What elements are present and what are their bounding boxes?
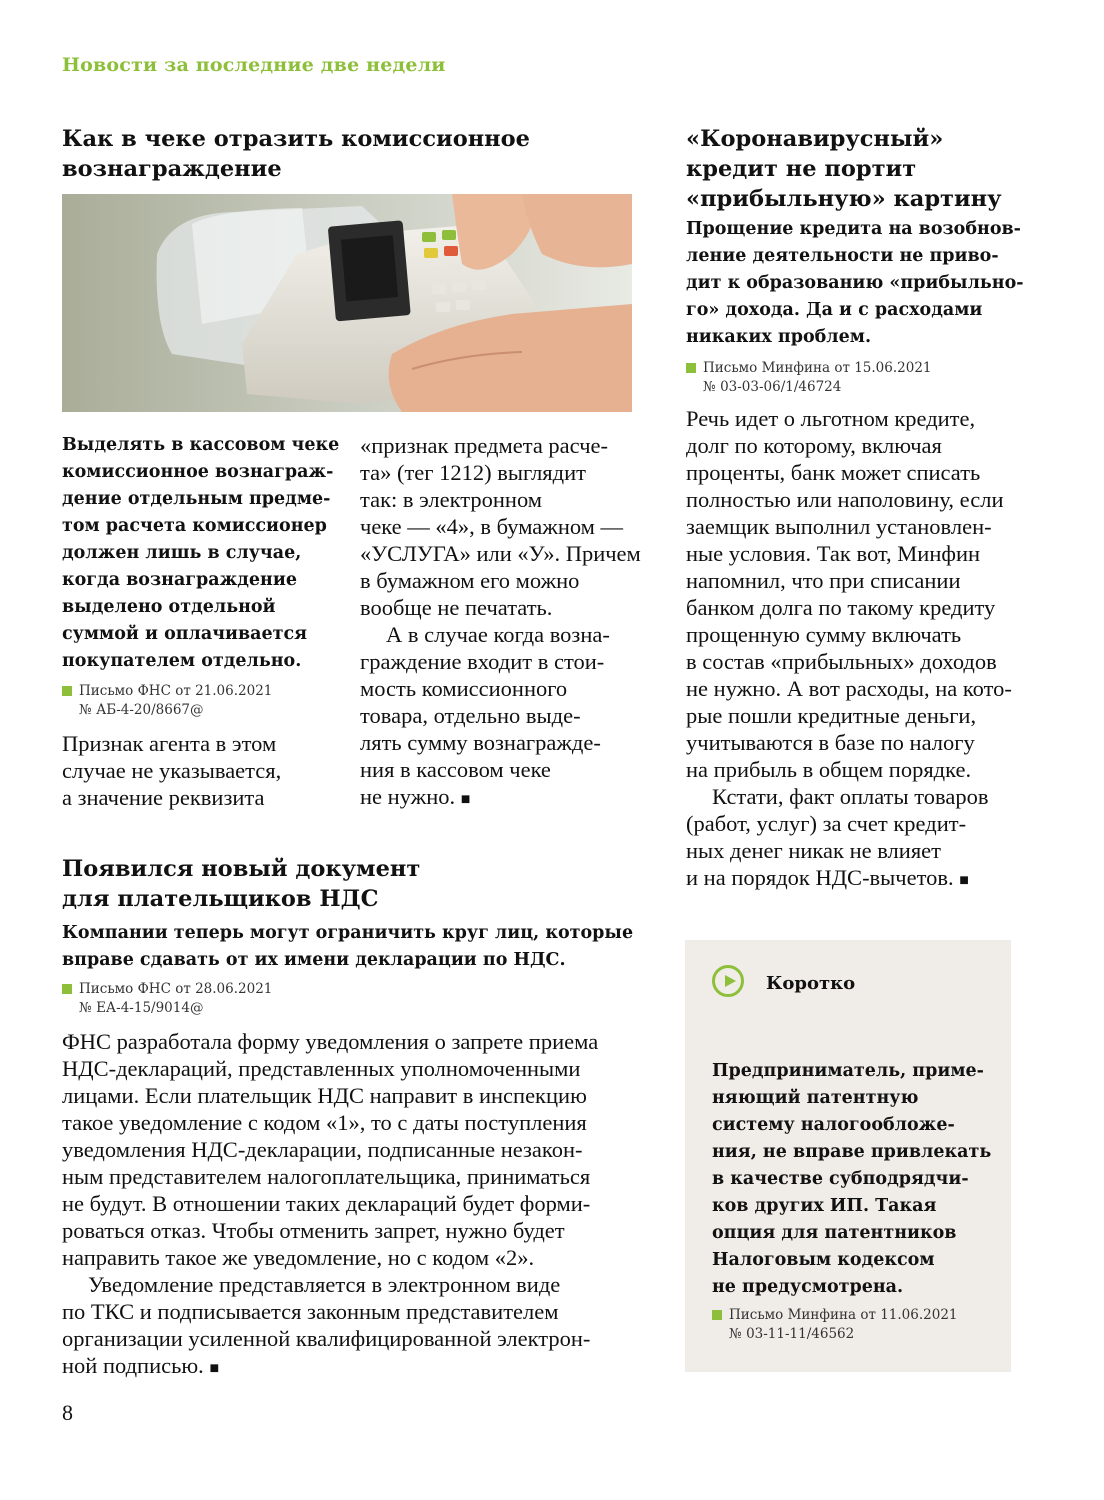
source-marker-icon bbox=[686, 363, 696, 373]
article1-source: Письмо ФНС от 21.06.2021 № АБ-4-20/8667@ bbox=[62, 682, 272, 720]
page-number: 8 bbox=[62, 1400, 73, 1425]
article2-lead: Компании теперь могут ограничить круг лиц, которые вправе сдавать от их имени декларации по НДС. bbox=[62, 923, 634, 970]
article3-source: Письмо Минфина от 15.06.2021 № 03-03-06/1/46724 bbox=[686, 359, 932, 397]
play-icon bbox=[712, 965, 744, 997]
short-news-title: Коротко bbox=[766, 973, 856, 994]
end-mark-icon: ■ bbox=[959, 872, 969, 889]
source-marker-icon bbox=[62, 686, 72, 696]
end-mark-icon: ■ bbox=[460, 791, 471, 808]
section-title: Новости за последние две недели bbox=[62, 54, 446, 76]
article1-col2-text: «признак предмета расче- та» (тег 1212) выглядит так: в электронном чеке — «4», в бумажном — «УСЛУГА» или «У». Причем в бумажном его можно вообще не печатать. А в случае когда возна- граждение входит в стои- мость комиссионного товара, отдельно выде- лять сумму вознагражде- ния в кассовом чеке не нужно. ■ bbox=[360, 433, 641, 809]
cash-register-photo bbox=[62, 194, 632, 412]
end-mark-icon: ■ bbox=[209, 1360, 220, 1377]
article1-title: Как в чеке отразить комиссионное вознаграждение bbox=[62, 126, 530, 182]
article1-lead: Выделять в кассовом чеке комиссионное вознаграж- дение отдельным предме- том расчета комиссионер должен лишь в случае, когда вознаграждение выделено отдельной суммой и оплачивается покупателем отдельно. bbox=[62, 435, 340, 671]
article3-lead: Прощение кредита на возобнов- ление деятельности не приво- дит к образованию «прибыльно- го» дохода. Да и с расходами никаких проблем. bbox=[686, 219, 1024, 347]
article2-body: ФНС разработала форму уведомления о запрете приема НДС-деклараций, представленных уполномоченными лицами. Если плательщик НДС направит в инспекцию такое уведомление с кодом «1», то с даты поступления уведомления НДС-декларации, подписанные незакон- ным представителем налогоплательщика, приниматься не будут. В отношении таких деклараций будет форми- роваться отказ. Чтобы отменить запрет, нужно будет направить такое же уведомление, но с кодом «2». Уведомление представляется в электронном виде по ТКС и подписывается законным представителем организации усиленной квалифицированной электрон- ной подписью. ■ bbox=[62, 1029, 599, 1378]
article3-title: «Коронавирусный» кредит не портит «прибыльную» картину bbox=[686, 126, 1002, 212]
article3-body: Речь идет о льготном кредите, долг по которому, включая проценты, банк может списать полностью или наполовину, если заемщик выполнил установлен- ные условия. Так вот, Минфин напомнил, что при списании банком долга по такому кредиту прощенную сумму включать в состав «прибыльных» доходов не нужно. А вот расходы, на кото- рые пошли кредитные деньги, учитываются в базе по налогу на прибыль в общем порядке. Кстати, факт оплаты товаров (работ, услуг) за счет кредит- ных денег никак не влияет и на порядок НДС-вычетов. ■ bbox=[686, 406, 1012, 890]
article2-source: Письмо ФНС от 28.06.2021 № ЕА-4-15/9014@ bbox=[62, 980, 272, 1018]
source-marker-icon bbox=[62, 984, 72, 994]
article2-title: Появился новый документ для плательщиков НДС bbox=[62, 856, 421, 912]
article1-col1-text: Признак агента в этом случае не указывается, а значение реквизита bbox=[62, 731, 282, 810]
source-marker-icon bbox=[712, 1310, 722, 1320]
short-news-text: Предприниматель, приме- няющий патентную систему налогообложе- ния, не вправе привлекать в качестве субподрядчи- ков других ИП. Такая опция для патентников Налоговым кодексом не предусмотрена. bbox=[712, 1061, 992, 1297]
short-news-source: Письмо Минфина от 11.06.2021 № 03-11-11/46562 bbox=[712, 1306, 958, 1344]
